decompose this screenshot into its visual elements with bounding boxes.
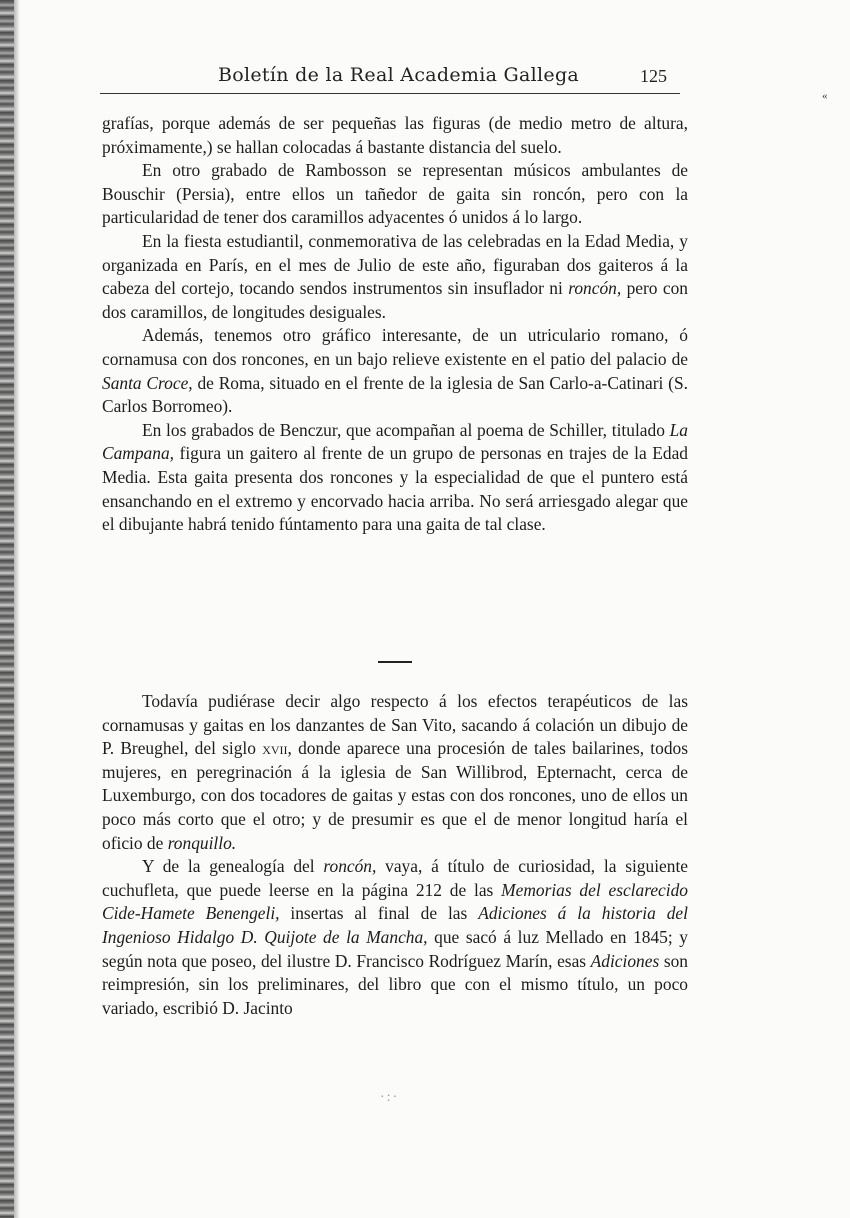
print-smudge: ·:·	[380, 1090, 400, 1105]
page-number: 125	[640, 66, 667, 86]
paragraph-4: Además, tenemos otro gráfico interesante, de un utriculario romano, ó cornamusa con dos roncones, en un bajo relieve existente en el patio del palacio de Santa Croce, de Roma, situado en el frente de la iglesia de San Carlo-a-Catinari (S. Carlos Borromeo).	[102, 325, 688, 417]
text-block-lower	[102, 690, 688, 1020]
paragraph-1: grafías, porque además de ser pequeñas las figuras (de medio metro de altura, próximamente,) se hallan colocadas á bastante distancia del suelo.	[102, 113, 688, 157]
section-divider	[378, 661, 412, 663]
binding-shadow	[14, 0, 20, 1218]
paragraph-7: Y de la genealogía del roncón, vaya, á título de curiosidad, la siguiente cuchufleta, que puede leerse en la página 212 de las Memorias del esclarecido Cide-Hamete Benengeli, insertas al final de las Adiciones á la historia del Ingenioso Hidalgo D. Quijote de la Mancha, que sacó á luz Mellado en 1845; y según nota que poseo, del ilustre D. Francisco Rodríguez Marín, esas Adiciones son reimpresión, sin los preliminares, del libro que con el mismo título, un poco variado, escribió D. Jacinto	[102, 856, 688, 1018]
paragraph-2: En otro grabado de Rambosson se representan músicos ambulantes de Bouschir (Persia), entre ellos un tañedor de gaita sin roncón, pero con la particularidad de tener dos caramillos adyacentes ó unidos á lo largo.	[102, 160, 688, 228]
text-block-upper	[102, 112, 688, 537]
paragraph-5: En los grabados de Benczur, que acompañan al poema de Schiller, titulado La Campana, figura un gaitero al frente de un grupo de personas en trajes de la Edad Media. Esta gaita presenta dos roncones y la especialidad de que el puntero está ensanchando en el extremo y encorvado hacia arriba. No será arriesgado alegar que el dibujante habrá tenido fúntamento para una gaita de tal clase.	[102, 419, 688, 535]
header-rule	[100, 93, 680, 94]
paragraph-6: Todavía pudiérase decir algo respecto á los efectos terapéuticos de las cornamusas y gaitas en los danzantes de San Vito, sacando á colación un dibujo de P. Breughel, del siglo xvii, donde aparece una procesión de tales bailarines, todos mujeres, en peregrinación á la iglesia de San Willibrod, Epternacht, cerca de Luxemburgo, con dos tocadores de gaitas y estas con dos roncones, uno de ellos un poco más corto que el otro; y de presumir es que el de menor longitud haría el oficio de ronquillo.	[102, 691, 688, 853]
running-head	[100, 62, 685, 92]
running-title: Boletín de la Real Academia Gallega	[218, 64, 580, 86]
margin-mark: «	[822, 90, 828, 102]
paragraph-3: En la fiesta estudiantil, conmemorativa de las celebradas en la Edad Media, y organizada en París, en el mes de Julio de este año, figuraban dos gaiteros á la cabeza del cortejo, tocando sendos instrumentos sin insuflador ni roncón, pero con dos caramillos, de longitudes desiguales.	[102, 230, 688, 322]
book-binding-edge	[0, 0, 14, 1218]
